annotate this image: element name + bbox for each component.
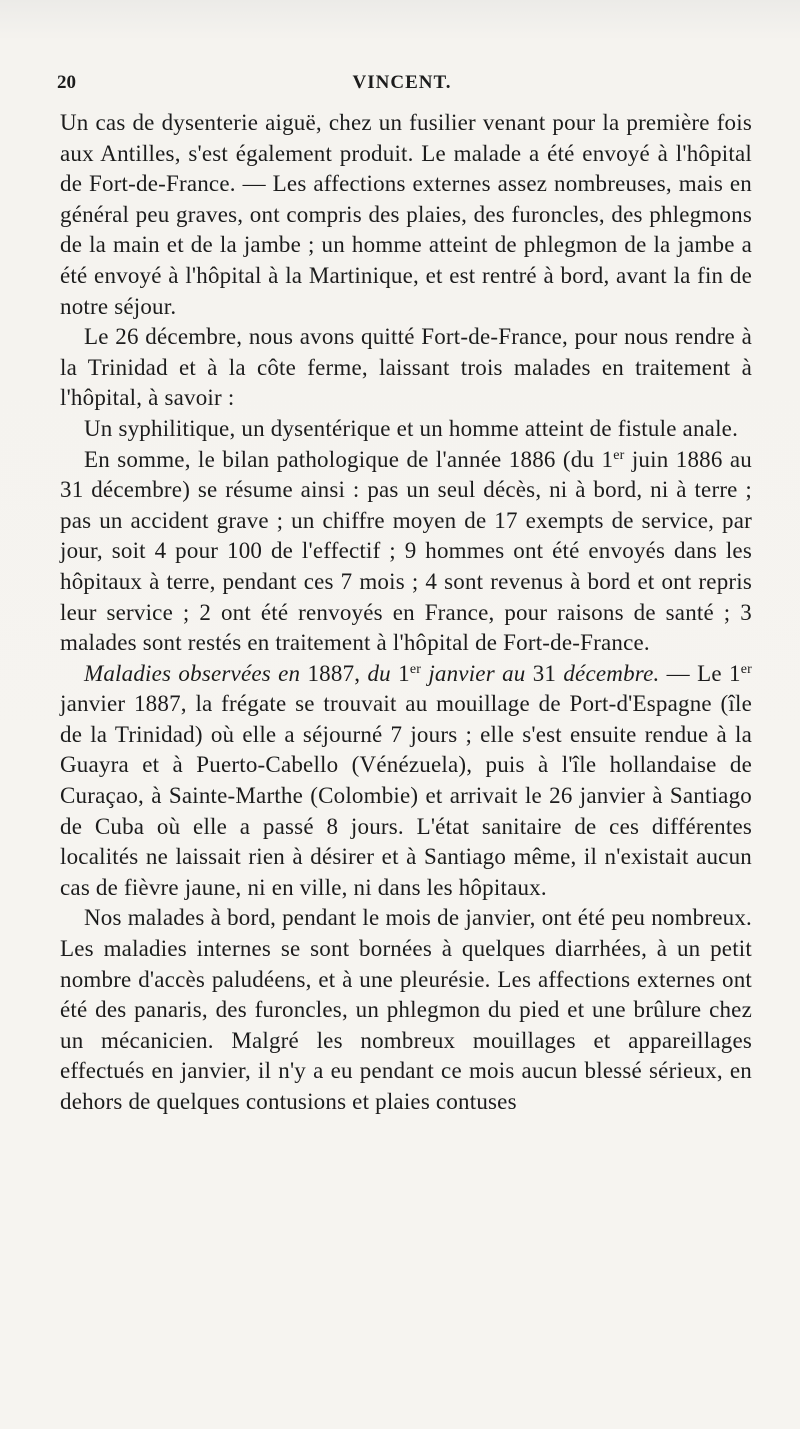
paragraph-5 [60,659,752,904]
section-heading-italic-4: décembre. [563,660,660,686]
section-heading-day: 1 [390,660,410,686]
page-header [57,72,747,96]
section-heading-day-end: 31 [525,660,564,686]
paragraph-1: Un cas de dysenterie aiguë, chez un fusilier venant pour la première fois aux Antilles, s'est également produit. Le malade a été envoyé à l'hôpital de Fort-de-France. — Les affections externes assez nombreuses, mais en général peu graves, ont compris des plaies, des furoncles, des phlegmons de la main et de la jambe ; un homme atteint de phlegmon de la jambe a été envoyé à l'hôpital à la Martinique, et est rentré à bord, avant la fin de notre séjour. [60,110,752,319]
paragraph-4-part-a: En somme, le bilan pathologique de l'année 1886 (du 1 [84,446,614,472]
paragraph-2: Le 26 décembre, nous avons quitté Fort-de-France, pour nous rendre à la Trinidad et à la côte ferme, laissant trois malades en traitement à l'hôpital, à savoir : [60,324,752,411]
section-heading-italic-2: du [367,660,391,686]
paragraph-4 [60,445,752,659]
body-text [60,108,752,1118]
section-heading-italic-3: janvier au [421,660,526,686]
running-title: VINCENT. [352,72,452,93]
paragraph-6: Nos malades à bord, pendant le mois de janvier, ont été peu nombreux. Les maladies internes se sont bornées à quelques diarrhées, à un petit nombre d'accès paludéens, et à une pleurésie. Les affections externes ont été des panaris, des furoncles, un phlegmon du pied et une brûlure chez un mécanicien. Malgré les nombreux mouillages et appareillages effectués en janvier, il n'y a eu pendant ce mois aucun blessé sérieux, en dehors de quelques contusions et plaies contuses [60,905,752,1114]
paragraph-5-text-b: janvier 1887, la frégate se trouvait au mouillage de Port-d'Espagne (île de la Trinidad) où elle a séjourné 7 jours ; elle s'est ensuite rendue à la Guayra et à Puerto-Cabello (Vénézuela), puis à l'île hollandaise de Curaçao, à Sainte-Marthe (Colombie) et arrivait le 26 janvier à Santiago de Cuba où elle a passé 8 jours. L'état sanitaire de ces différentes localités ne laissait rien à désirer et à Santiago même, il n'existait aucun cas de fièvre jaune, ni en ville, ni dans les hôpitaux. [60,691,752,900]
paragraph-5-text-a: — Le 1 [659,660,741,686]
section-heading-italic-1: Maladies observées en [84,660,301,686]
ordinal-superscript: er [409,661,422,677]
ordinal-superscript: er [740,661,752,677]
paragraph-3: Un syphilitique, un dysentérique et un homme atteint de fistule anale. [84,415,739,441]
page-number: 20 [57,72,76,93]
section-heading-year: 1887, [300,660,368,686]
paragraph-4-part-b: juin 1886 au 31 décembre) se résume ainsi : pas un seul décès, ni à bord, ni à terre ; pas un accident grave ; un chiffre moyen de 17 exempts de service, par jour, soit 4 pour 100 de l'effectif ; 9 hommes ont été envoyés dans les hôpitaux à terre, pendant ces 7 mois ; 4 sont revenus à bord et ont repris leur service ; 2 ont été renvoyés en France, pour raisons de santé ; 3 malades sont restés en traitement à l'hôpital de Fort-de-France. [60,446,752,656]
ordinal-superscript: er [613,447,625,463]
